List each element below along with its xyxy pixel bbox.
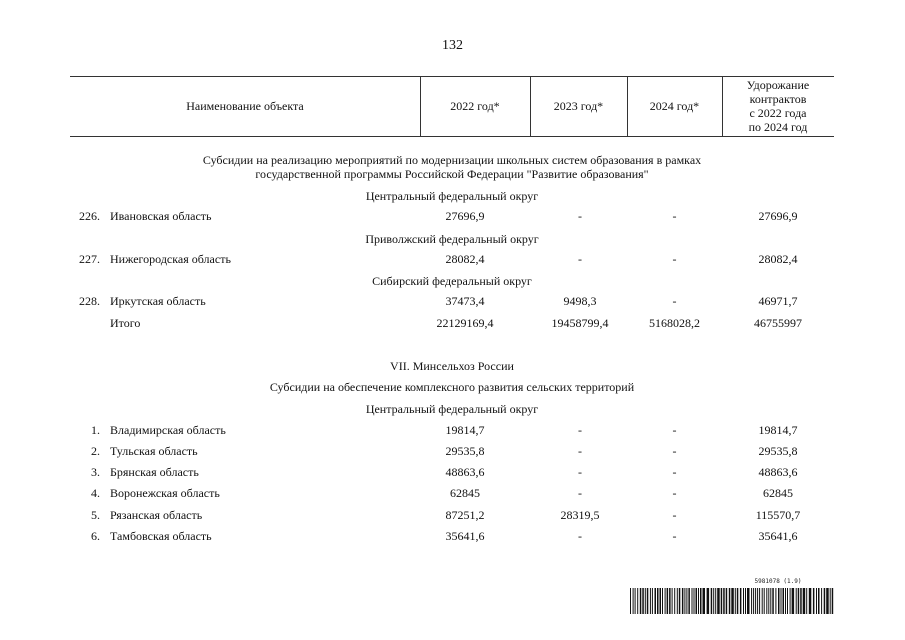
value-2022: 28082,4: [445, 252, 485, 266]
table-header-bottom-rule: [70, 136, 834, 137]
value-2022: 62845: [450, 486, 480, 500]
value-2024: -: [672, 465, 677, 479]
table-row: [0, 484, 905, 502]
value-increase: 27696,9: [758, 209, 798, 223]
value-2023: 28319,5: [560, 508, 600, 522]
value-2024: -: [672, 209, 677, 223]
district-heading: Центральный федеральный округ: [365, 189, 539, 203]
barcode-label: 5981078 (1.9): [754, 578, 802, 585]
subsidy-heading: Субсидии на обеспечение комплексного развития сельских территорий: [269, 380, 635, 394]
region-name: Тамбовская область: [110, 529, 212, 543]
ministry-heading: VII. Минсельхоз России: [390, 359, 514, 373]
table-row: [0, 292, 905, 310]
table-row: [0, 442, 905, 460]
table-row: [0, 207, 905, 225]
value-2023: -: [578, 465, 582, 479]
row-number: 227.: [79, 252, 100, 266]
header-2022: 2022 год*: [450, 99, 500, 113]
header-object-name: Наименование объекта: [186, 99, 304, 113]
value-2024: -: [672, 486, 677, 500]
total-2023: 19458799,4: [551, 316, 609, 330]
value-2024: -: [672, 423, 677, 437]
value-increase: 62845: [763, 486, 793, 500]
section-title-line: государственной программы Российской Федерации "Развитие образования": [255, 167, 649, 181]
value-2024: -: [672, 508, 677, 522]
value-2024: -: [672, 444, 677, 458]
table-row: [0, 463, 905, 481]
value-2022: 19814,7: [445, 423, 485, 437]
region-name: Иркутская область: [110, 294, 206, 308]
value-2024: -: [672, 529, 677, 543]
row-number: 228.: [79, 294, 100, 308]
region-name: Владимирская область: [110, 423, 226, 437]
value-2022: 37473,4: [445, 294, 485, 308]
section-title-line: Субсидии на реализацию мероприятий по модернизации школьных систем образования в рамках: [202, 153, 702, 167]
table-row: [0, 527, 905, 545]
value-2022: 29535,8: [445, 444, 485, 458]
value-2022: 27696,9: [445, 209, 485, 223]
region-name: Воронежская область: [110, 486, 220, 500]
value-increase: 46971,7: [758, 294, 798, 308]
row-number: 2.: [91, 444, 100, 458]
value-increase: 28082,4: [758, 252, 798, 266]
header-cost-increase: Удорожание контрактов с 2022 года по 2024 год: [746, 78, 810, 134]
total-label: Итого: [110, 316, 141, 330]
barcode-icon: [630, 588, 834, 614]
value-2023: -: [578, 529, 582, 543]
value-increase: 19814,7: [758, 423, 798, 437]
total-2022: 22129169,4: [436, 316, 494, 330]
total-row: [0, 314, 905, 332]
table-row: [0, 506, 905, 524]
row-number: 5.: [91, 508, 100, 522]
table-row: [0, 421, 905, 439]
value-increase: 35641,6: [758, 529, 798, 543]
value-2023: -: [578, 209, 582, 223]
value-2022: 35641,6: [445, 529, 485, 543]
region-name: Ивановская область: [110, 209, 212, 223]
region-name: Нижегородская область: [110, 252, 231, 266]
row-number: 226.: [79, 209, 100, 223]
total-2024: 5168028,2: [649, 316, 700, 330]
region-name: Рязанская область: [110, 508, 203, 522]
value-2022: 48863,6: [445, 465, 485, 479]
value-increase: 48863,6: [758, 465, 798, 479]
row-number: 1.: [91, 423, 100, 437]
district-heading: Сибирский федеральный округ: [372, 274, 532, 288]
page-number: 132: [442, 38, 463, 53]
value-2024: -: [672, 252, 677, 266]
value-2023: -: [578, 486, 582, 500]
value-2023: 9498,3: [563, 294, 597, 308]
row-number: 3.: [91, 465, 100, 479]
value-2023: -: [578, 423, 582, 437]
row-number: 6.: [91, 529, 100, 543]
district-heading: Центральный федеральный округ: [365, 402, 539, 416]
value-2024: -: [672, 294, 677, 308]
total-increase: 46755997: [754, 316, 802, 330]
header-2024: 2024 год*: [649, 99, 700, 113]
table-row: [0, 250, 905, 268]
region-name: Тульская область: [110, 444, 198, 458]
row-number: 4.: [91, 486, 100, 500]
value-2022: 87251,2: [445, 508, 485, 522]
district-heading: Приволжский федеральный округ: [365, 232, 539, 246]
region-name: Брянская область: [110, 465, 199, 479]
header-2023: 2023 год*: [553, 99, 604, 113]
value-increase: 29535,8: [758, 444, 798, 458]
value-2023: -: [578, 444, 582, 458]
value-2023: -: [578, 252, 582, 266]
value-increase: 115570,7: [755, 508, 801, 522]
